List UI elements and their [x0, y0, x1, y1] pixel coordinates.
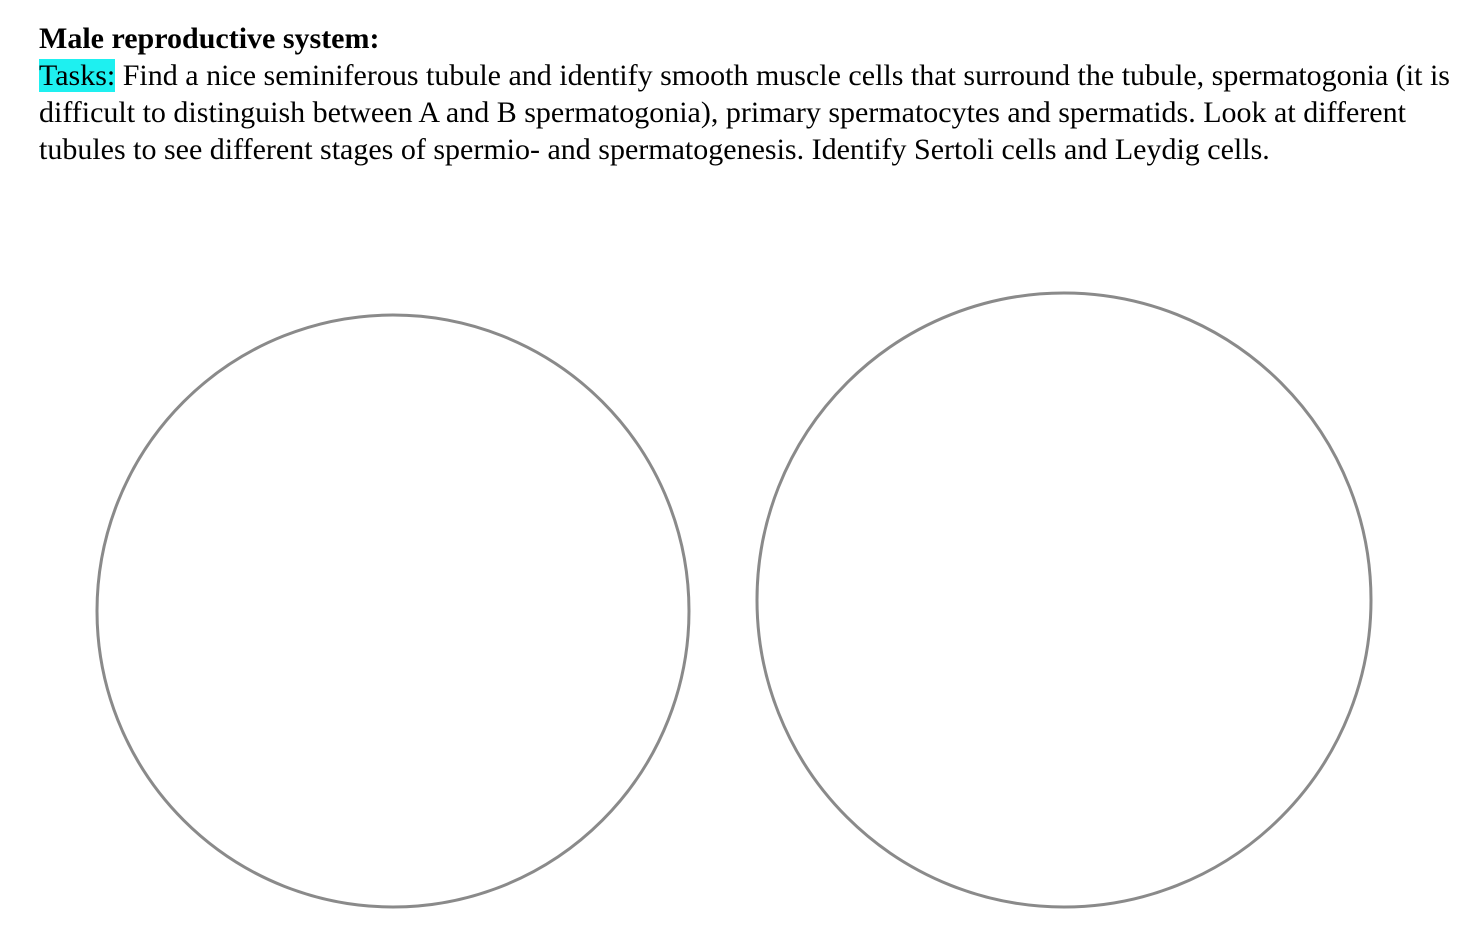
- right-drawing-circle[interactable]: [757, 293, 1371, 907]
- left-drawing-circle[interactable]: [97, 315, 689, 907]
- task-description: Find a nice seminiferous tubule and identify smooth muscle cells that surround the tubule, spermatogonia (it is difficult to distinguish between A and B spermatogonia), primary spermatocytes and spermatids. Look at different tubules to see different stages of spermio- and spermatogenesis. Identify Sertoli cells and Leydig cells.: [39, 59, 1450, 166]
- section-heading: Male reproductive system:: [39, 22, 380, 55]
- tasks-highlighted-label: Tasks:: [39, 59, 116, 92]
